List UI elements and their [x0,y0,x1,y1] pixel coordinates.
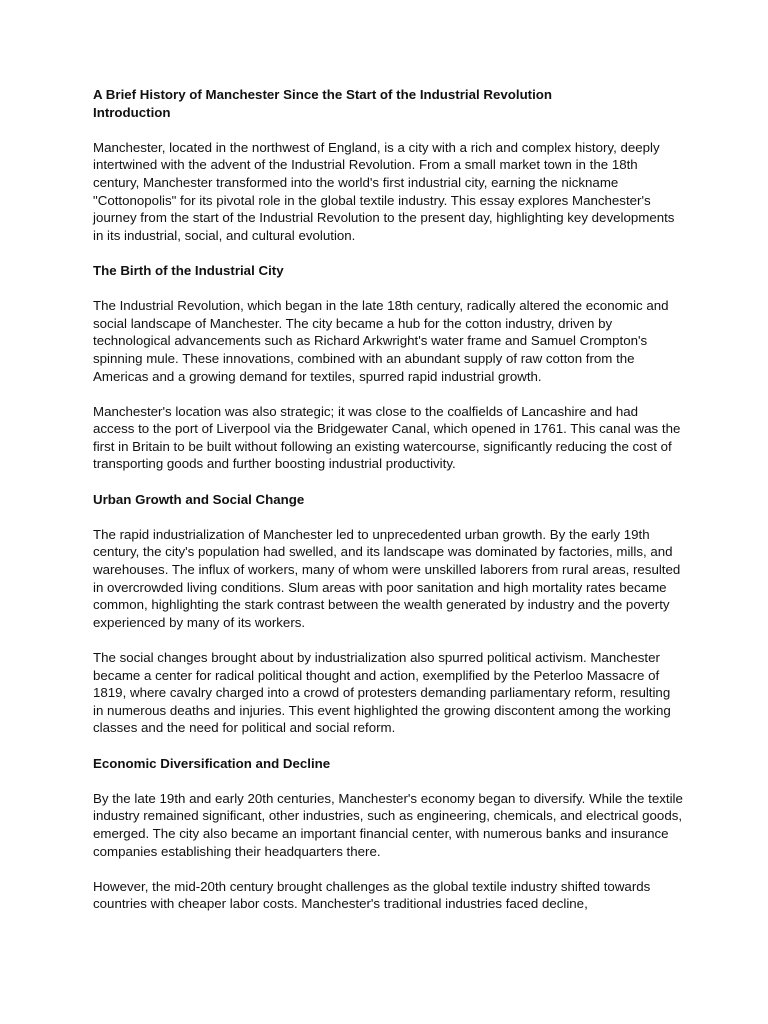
section-heading-urban-growth: Urban Growth and Social Change [93,491,305,507]
section-paragraph: The Industrial Revolution, which began in the late 18th century, radically altered the economic and social landscape of Manchester. The city became a hub for the cotton industry, driven by technological advancements such as Richard Arkwright's water frame and Samuel Crompton's spinning mule. These innovations, combined with an abundant supply of raw cotton from the Americas and a growing demand for textiles, spurred rapid industrial growth. [93,298,669,384]
section-paragraph: The rapid industrialization of Manchester led to unprecedented urban growth. By the early 19th century, the city's population had swelled, and its landscape was dominated by factories, mills, and warehouses. The influx of workers, many of whom were unskilled laborers from rural areas, resulted in overcrowded living conditions. Slum areas with poor sanitation and high mortality rates became common, highlighting the stark contrast between the wealth generated by industry and the poverty experienced by many of its workers. [93,526,681,630]
section-paragraph: Manchester's location was also strategic; it was close to the coalfields of Lancashire and had access to the port of Liverpool via the Bridgewater Canal, which opened in 1761. This canal was the first in Britain to be built without following an existing watercourse, significantly reducing the cost of transporting goods and further boosting industrial productivity. [93,403,681,472]
intro-paragraph: Manchester, located in the northwest of England, is a city with a rich and complex history, deeply intertwined with the advent of the Industrial Revolution. From a small market town in the 18th century, Manchester transformed into the world's first industrial city, earning the nickname "Cottonopolis" for its pivotal role in the global textile industry. This essay explores Manchester's journey from the start of the Industrial Revolution to the present day, highlighting key developments in its industrial, social, and cultural evolution. [93,139,675,243]
section-paragraph: However, the mid-20th century brought challenges as the global textile industry shifted towards countries with cheaper labor costs. Manchester's traditional industries faced decline, [93,878,651,912]
section-paragraph: By the late 19th and early 20th centuries, Manchester's economy began to diversify. While the textile industry remained significant, other industries, such as engineering, chemicals, and electrical goods, emerged. The city also became an important financial center, with numerous banks and insurance companies establishing their headquarters there. [93,790,683,859]
document-page [93,86,683,931]
section-heading-economic-diversification: Economic Diversification and Decline [93,755,331,771]
section-paragraph: The social changes brought about by industrialization also spurred political activism. Manchester became a center for radical political thought and action, exemplified by the Peterloo Massacre of 1819, where cavalry charged into a crowd of protesters demanding parliamentary reform, resulting in numerous deaths and injuries. This event highlighted the growing discontent among the working classes and the need for political and social reform. [93,650,671,736]
title-block [93,86,683,121]
intro-heading: Introduction [93,104,171,120]
document-title: A Brief History of Manchester Since the Start of the Industrial Revolution [93,87,553,102]
section-heading-birth: The Birth of the Industrial City [93,262,284,278]
